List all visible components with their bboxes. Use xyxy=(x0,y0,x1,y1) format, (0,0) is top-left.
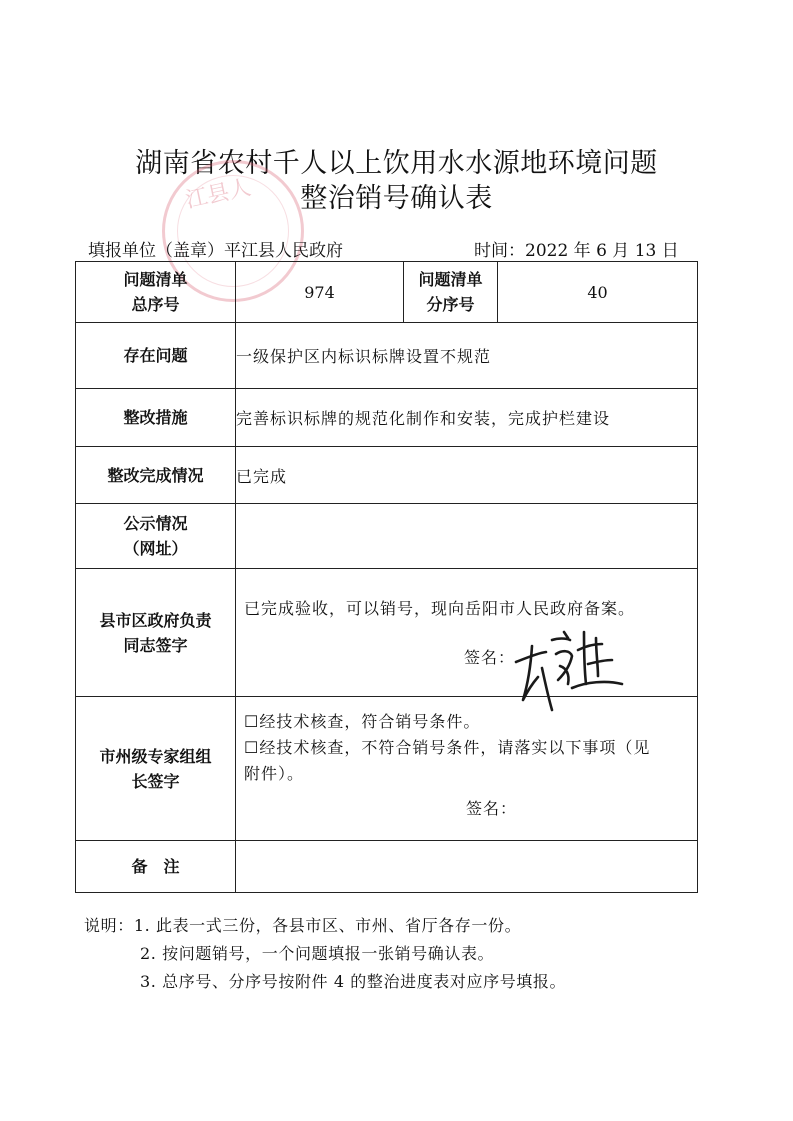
county-sign-text: 已完成验收，可以销号，现向岳阳市人民政府备案。 xyxy=(244,599,636,618)
table-row xyxy=(76,504,698,569)
note-text: 1. 此表一式三份，各县市区、市州、省厅各存一份。 xyxy=(133,916,522,935)
status-label: 整改完成情况 xyxy=(76,447,236,504)
expert-option-pass: ☐经技术核查，符合销号条件。 xyxy=(244,712,481,731)
form-title-line-2: 整治销号确认表 xyxy=(300,183,493,214)
table-row xyxy=(76,569,698,697)
table-row xyxy=(76,323,698,389)
notes-prefix: 说明： xyxy=(84,916,134,935)
expert-signature-label: 签名： xyxy=(466,799,518,818)
total-number-value: 974 xyxy=(236,262,404,323)
remark-label: 备 注 xyxy=(76,841,236,893)
sub-number-label: 问题清单 分序号 xyxy=(404,262,498,323)
table-row xyxy=(76,447,698,504)
problem-value: 一级保护区内标识标牌设置不规范 xyxy=(236,323,698,389)
report-date: 时间：2022 年 6 月 13 日 xyxy=(474,241,679,261)
table-row xyxy=(76,697,698,841)
confirmation-form-table xyxy=(75,261,698,893)
table-row xyxy=(76,262,698,323)
expert-option-fail-cont: 附件）。 xyxy=(244,764,305,783)
seal-text: 江县人 xyxy=(183,175,254,214)
status-value: 已完成 xyxy=(236,447,698,504)
table-row xyxy=(76,389,698,447)
table-row xyxy=(76,841,698,893)
note-item: 2. 按问题销号，一个问题填报一张销号确认表。 xyxy=(140,944,495,963)
county-signature-label: 签名： xyxy=(464,648,516,667)
remark-value xyxy=(236,841,698,893)
public-label: 公示情况 （网址） xyxy=(76,504,236,569)
expert-sign-label: 市州级专家组组 长签字 xyxy=(76,697,236,841)
notes-section xyxy=(84,912,566,996)
measure-label: 整改措施 xyxy=(76,389,236,447)
reporting-unit: 填报单位（盖章）平江县人民政府 xyxy=(88,241,343,261)
public-value xyxy=(236,504,698,569)
note-item: 3. 总序号、分序号按附件 4 的整治进度表对应序号填报。 xyxy=(140,972,567,991)
note-item xyxy=(84,912,566,940)
total-number-label: 问题清单 总序号 xyxy=(76,262,236,323)
problem-label: 存在问题 xyxy=(76,323,236,389)
expert-option-fail: ☐经技术核查，不符合销号条件，请落实以下事项（见 xyxy=(244,738,651,757)
form-title-line-1: 湖南省农村千人以上饮用水水源地环境问题 xyxy=(135,148,658,179)
county-sign-label: 县市区政府负责 同志签字 xyxy=(76,569,236,697)
sub-number-value: 40 xyxy=(498,262,698,323)
measure-value: 完善标识标牌的规范化制作和安装，完成护栏建设 xyxy=(236,389,698,447)
county-sign-cell xyxy=(236,569,698,697)
